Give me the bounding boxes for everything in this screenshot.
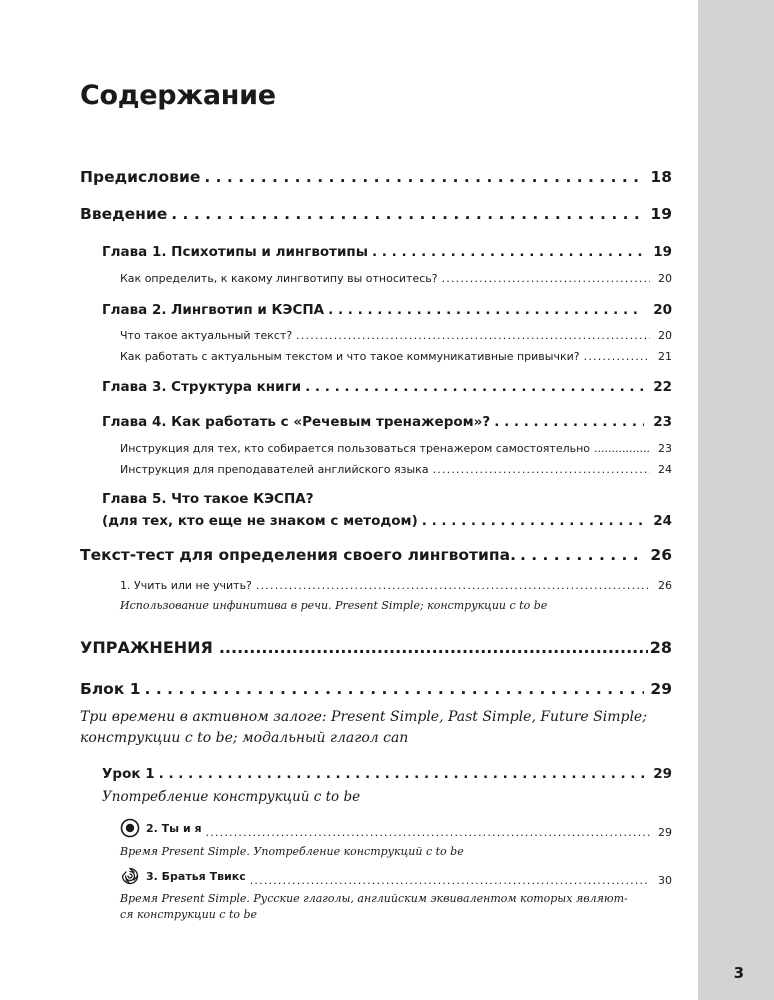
toc-entry-exercise-2[interactable]: 2. Ты и я ..... 29	[120, 818, 672, 838]
toc-entry-exercises[interactable]: УПРАЖНЕНИЯ ..... 28	[80, 640, 672, 656]
entry-description: Время Present Simple. Употребление конструкций с to be	[120, 845, 464, 858]
spiral-icon	[120, 866, 140, 886]
page-title: Содержание	[80, 80, 276, 111]
toc-entry-chapter-3[interactable]: Глава 3. Структура книги . . . 22	[102, 381, 672, 395]
toc-entry-chapter-5-line-1[interactable]: Глава 5. Что такое КЭСПА?	[102, 491, 314, 507]
entry-description: Употребление конструкций с to be	[102, 789, 361, 805]
page-ref: 23	[653, 414, 672, 430]
toc-entry-chapter-4[interactable]: Глава 4. Как работать с «Речевым тренажером»? . . . 23	[102, 416, 672, 430]
entry-description: Три времени в активном залоге: Present Simple, Past Simple, Future Simple;	[80, 709, 647, 725]
page-ref: 30	[658, 874, 672, 887]
page-number: 3	[733, 964, 744, 982]
page-ref: 22	[653, 379, 672, 395]
page-ref: 19	[650, 205, 672, 223]
toc-entry-chapter-1[interactable]: Глава 1. Психотипы и лингвотипы . . . 19	[102, 246, 672, 260]
page-ref: 29	[653, 766, 672, 782]
page-ref: 28	[649, 638, 672, 657]
page-ref: 24	[658, 463, 672, 476]
page-ref: 20	[658, 272, 672, 285]
page-ref: 23	[658, 442, 672, 455]
toc-entry-block-1[interactable]: Блок 1 . . . 29	[80, 682, 672, 698]
page-ref: 26	[650, 546, 672, 564]
target-icon	[120, 818, 140, 838]
entry-description: ся конструкции с to be	[120, 908, 258, 921]
toc-entry-chapter-4-section-1[interactable]: Инструкция для тех, кто собирается пользоваться тренажером самостоятельно ..... 23	[120, 443, 672, 454]
toc-entry-chapter-5[interactable]: (для тех, кто еще не знаком с методом) . . . 24	[102, 515, 672, 529]
page-ref: 20	[658, 329, 672, 342]
toc-entry-chapter-1-section-1[interactable]: Как определить, к какому лингвотипу вы относитесь? ..... 20	[120, 273, 672, 284]
toc-entry-chapter-4-section-2[interactable]: Инструкция для преподавателей английского языка ..... 24	[120, 464, 672, 475]
entry-description: конструкции с to be; модальный глагол can	[80, 730, 409, 746]
page-ref: 24	[653, 513, 672, 529]
page-ref: 19	[653, 244, 672, 260]
entry-description: Использование инфинитива в речи. Present Simple; конструкции с to be	[120, 599, 548, 612]
page-ref: 21	[658, 350, 672, 363]
page-ref: 29	[650, 680, 672, 698]
toc-entry-chapter-2-section-2[interactable]: Как работать с актуальным текстом и что такое коммуникативные привычки? ..... 21	[120, 351, 672, 362]
toc-entry-test-section-1[interactable]: 1. Учить или не учить? ..... 26	[120, 580, 672, 591]
toc-entry-exercise-3[interactable]: 3. Братья Твикс ..... 30	[120, 866, 672, 886]
toc-entry-chapter-2[interactable]: Глава 2. Лингвотип и КЭСПА . . . 20	[102, 304, 672, 318]
toc-entry-foreword[interactable]: Предисловие . . . 18	[80, 170, 672, 186]
entry-description: Время Present Simple. Русские глаголы, английским эквивалентом которых являют-	[120, 892, 628, 905]
toc-entry-intro[interactable]: Введение . . . 19	[80, 207, 672, 223]
toc-entry-lesson-1[interactable]: Урок 1 . . . 29	[102, 768, 672, 782]
page-ref: 18	[650, 168, 672, 186]
page-ref: 26	[658, 579, 672, 592]
toc-entry-lingvotype-test[interactable]: Текст-тест для определения своего лингвотипа. . . . 26	[80, 548, 672, 564]
page-ref: 29	[658, 826, 672, 839]
page-ref: 20	[653, 302, 672, 318]
page-gutter	[698, 0, 774, 1000]
toc-entry-chapter-2-section-1[interactable]: Что такое актуальный текст? ..... 20	[120, 330, 672, 341]
